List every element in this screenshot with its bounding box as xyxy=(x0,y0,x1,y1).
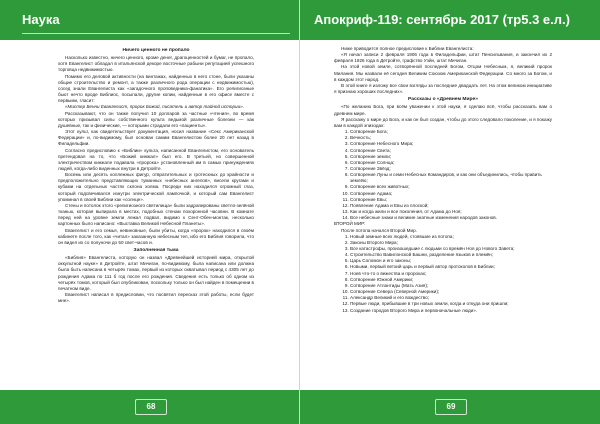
list-item: 3. Сотворение Небесного Мира; xyxy=(350,141,552,147)
list-item: 5. Царь Соломон и его законы; xyxy=(350,258,552,264)
list-item: 5. Сотворение земли; xyxy=(350,154,552,160)
paragraph: «Я начал записи 2 февраля 1906 года в Филадельфии, штат Пенсильвания, и закончил их 2 февраля 1926 года в Детройте, графство Уэйн, штат Мичиган. xyxy=(334,52,552,64)
paragraph: Восемь или десять коллежных фигур, отвратительных и гротескных до крайности и предположительно представляющих туманных «небесных ангелов», висели кругами и кубами на отдельных частях склона холма. Посреди них находился огромный глаз, который подсвечивался изнутри электрической лампочкой, и который сам Евангелист упоминал в своей Библии как «солнце». xyxy=(58,172,254,202)
list-item: 11. Александр Великий и его вождество; xyxy=(350,295,552,301)
list-item: 13. Создание городов Второго Мира и первоначальные люди». xyxy=(350,308,552,314)
list-item: 13. Как и когда жили и все поколения, от Адама до Ноя; xyxy=(350,209,552,215)
paragraph: Стены и потолок этого «религиозного святилища» были задрапированы светло-зелёной тканью, которая выпирала в местах, подобных стенам похоронной часовни. В комнате перед ней на уровне земли лежал подвал, видимо к Сент-Обен-монтак, несколько картонных было написано: «Выставка Великой Небесной Планеты». xyxy=(58,202,254,227)
paragraph: На этой новой земле, сотворённой последней Богом, Отцом Небесным, я, великий пророк Милания. Мы назвали её сегодня Великим Союзом Американской Федерации. Со много за Богом, и в каждом этот народ. xyxy=(334,64,552,82)
second-world-label: ВТОРОЙ МИР: xyxy=(334,221,366,227)
list-item: 4. Строительство Вавилонской Башни, разделение языков и племён; xyxy=(350,252,552,258)
paragraph: «По желанию Бога, при всём уважении к этой науки, я сделаю всё, чтобы рассказать вам о древнем мире. xyxy=(334,104,552,116)
left-page-number: 68 xyxy=(135,399,167,415)
list-item: 9. Сотворение всех животных; xyxy=(350,184,552,190)
list-item: 12. Появление Адама и Евы из плоской; xyxy=(350,203,552,209)
list-item: 14. Все небесные знаки и великие знатные изменения народов законов. xyxy=(350,215,552,221)
left-page-header xyxy=(0,0,300,40)
list-item: 6. Новыми, первый ветхий царь и первый автор протоколов в Библии; xyxy=(350,264,552,270)
paragraph: В этой книге я изложу все свои взгляды за последние двадцать лет. На этом великом инициативе я признаю хороших последних». xyxy=(334,82,552,95)
paragraph: Рассказывают, что он также получил 10 долларов за частные «чтения», во время которых призывал силы собственного культа ведьмой различные болезни — как душевные, так и физические, — которыми страдали его «пациенты». xyxy=(58,110,254,128)
paragraph: Насколько известно, ничего ценного, кроме денег, драгоценностей и бумаг, не пропало, хотя Евангелист обладал в итальянской декоре восточные рабыни репутацией успешного торговца недвижимостью. xyxy=(58,55,254,73)
list-item: 1. Новый земные всех людей, стоявшие из потопа; xyxy=(350,234,552,240)
list-item: 11. Сотворение Евы; xyxy=(350,197,552,203)
section-heading-filled-darkness: Заполненная тьма xyxy=(133,247,179,253)
left-page-content xyxy=(58,46,254,386)
first-world-list xyxy=(334,129,552,221)
list-item: 7. Сотворение Звёзд; xyxy=(350,166,552,172)
right-page xyxy=(300,0,600,424)
list-item: 7. Ноев что-то о вежества и пророках; xyxy=(350,271,552,277)
right-page-footer xyxy=(300,390,600,424)
list-item: 12. Первые люди, прибывшие в три новых земли, когда и откуда они пришли; xyxy=(350,301,552,307)
left-header-rule xyxy=(22,33,290,34)
list-item: 10. Сотворение Севера (Северной Америки); xyxy=(350,289,552,295)
list-item: 2. Вечность; xyxy=(350,135,552,141)
paragraph: Помимо его деловой активности (на винтажах, найденных в него стоне, были указаны общие строительство и ремонт, а также различного рода операции с недвижимостью), сосед знали Евангелиста как «загадочного проповедника-фанатика». Его религиозные бьют нечто вроде Библиос, посыпали, другие копии, найденные в его офисе вместе с первыми, гласит: xyxy=(58,73,254,104)
paragraph: «Библия» Евангелиста, которую он назвал «Древнейшей историей мира, открытой оккультной науке» в Детройте, штат Мичиган, по-видимому, была написана или должна была быть написана в четырёх томах, первый из которых охватывал период с 4305 лет до рождения Адама по 111 б год после его рождения. Сведения есть только об одном из четырёх томов, который был опубликован, поскольку только он был найден в помещении в печатном виде. xyxy=(58,255,254,291)
section-heading-nothing-lost: Ничего ценного не пропало xyxy=(122,47,190,53)
list-item: 8. Сотворение Луны и семи Небесных Командиров, и как они объединились, чтобы править землёю; xyxy=(350,172,552,184)
right-page-header xyxy=(300,0,600,40)
section-heading-ancient-world: Рассказы о «Древнем Мире» xyxy=(408,96,478,102)
paragraph: Согласно предисловию к «Библии» культа, написанной Евангелистом, его основатель претендовал на то, что «Божий кинжал» был его. В третьей, но совершенной электричеством кинжале подавала «пророка» установленный им в самых принуждениях людей, когда-либо виденных внутри в Детройте. xyxy=(58,147,254,171)
right-header-title: Апокриф-119: сентябрь 2017 (тр5.3 е.л.) xyxy=(314,12,570,27)
quote-paragraph: «Мистер Бенни Евангелист, пророк Божий, писатель и автор тайной истории». xyxy=(65,104,244,110)
list-item: 4. Сотворение Света; xyxy=(350,148,552,154)
list-item: 8. Сотворение Южной Америки; xyxy=(350,277,552,283)
paragraph: Этот культ, как свидетельствует документация, носил название «Секс Американской Федерации» и, по-видимому, был основан самим Евангелистом более 20 лет назад в Филадельфии. xyxy=(58,129,254,147)
list-item: 1. Сотворение Бога; xyxy=(350,129,552,135)
paragraph: Евангелист написал в предисловии, что посвятил пересказ этой работы, если будет мне». xyxy=(58,292,254,304)
paragraph: После потопа начался Второй Мир. xyxy=(341,227,417,233)
list-item: 9. Сотворение Атлантиды (Мать Азия); xyxy=(350,283,552,289)
paragraph: Евангелист и его семья, невиновные, были убиты, когда «пророк» находился в своём кабинете после того, как «читал» заказанную небесным тел, ибо его Библия говорила, что он видел их со полуночи до 50 свет-часов и. xyxy=(58,227,254,245)
right-page-content xyxy=(334,46,552,386)
list-item: 10. Сотворение Адама; xyxy=(350,191,552,197)
left-page-footer xyxy=(0,390,300,424)
list-item: 6. Сотворение Солнца; xyxy=(350,160,552,166)
right-page-number: 69 xyxy=(435,399,467,415)
paragraph: Ниже приводится полное предисловие к Библии Евангелиста: xyxy=(341,46,474,51)
second-world-list xyxy=(334,234,552,314)
list-item: 2. Законы Второго Мира; xyxy=(350,240,552,246)
left-header-title: Наука xyxy=(22,12,60,27)
list-item: 3. Все катастрофы, произошедшие с людьми со времён Ноя до Нового Завета; xyxy=(350,246,552,252)
paragraph: Я расскажу о мире до Бога, и как он был создан, чтобы до этого следовало поколение, и я покажу вам в каждой эпизодах: xyxy=(334,116,552,128)
